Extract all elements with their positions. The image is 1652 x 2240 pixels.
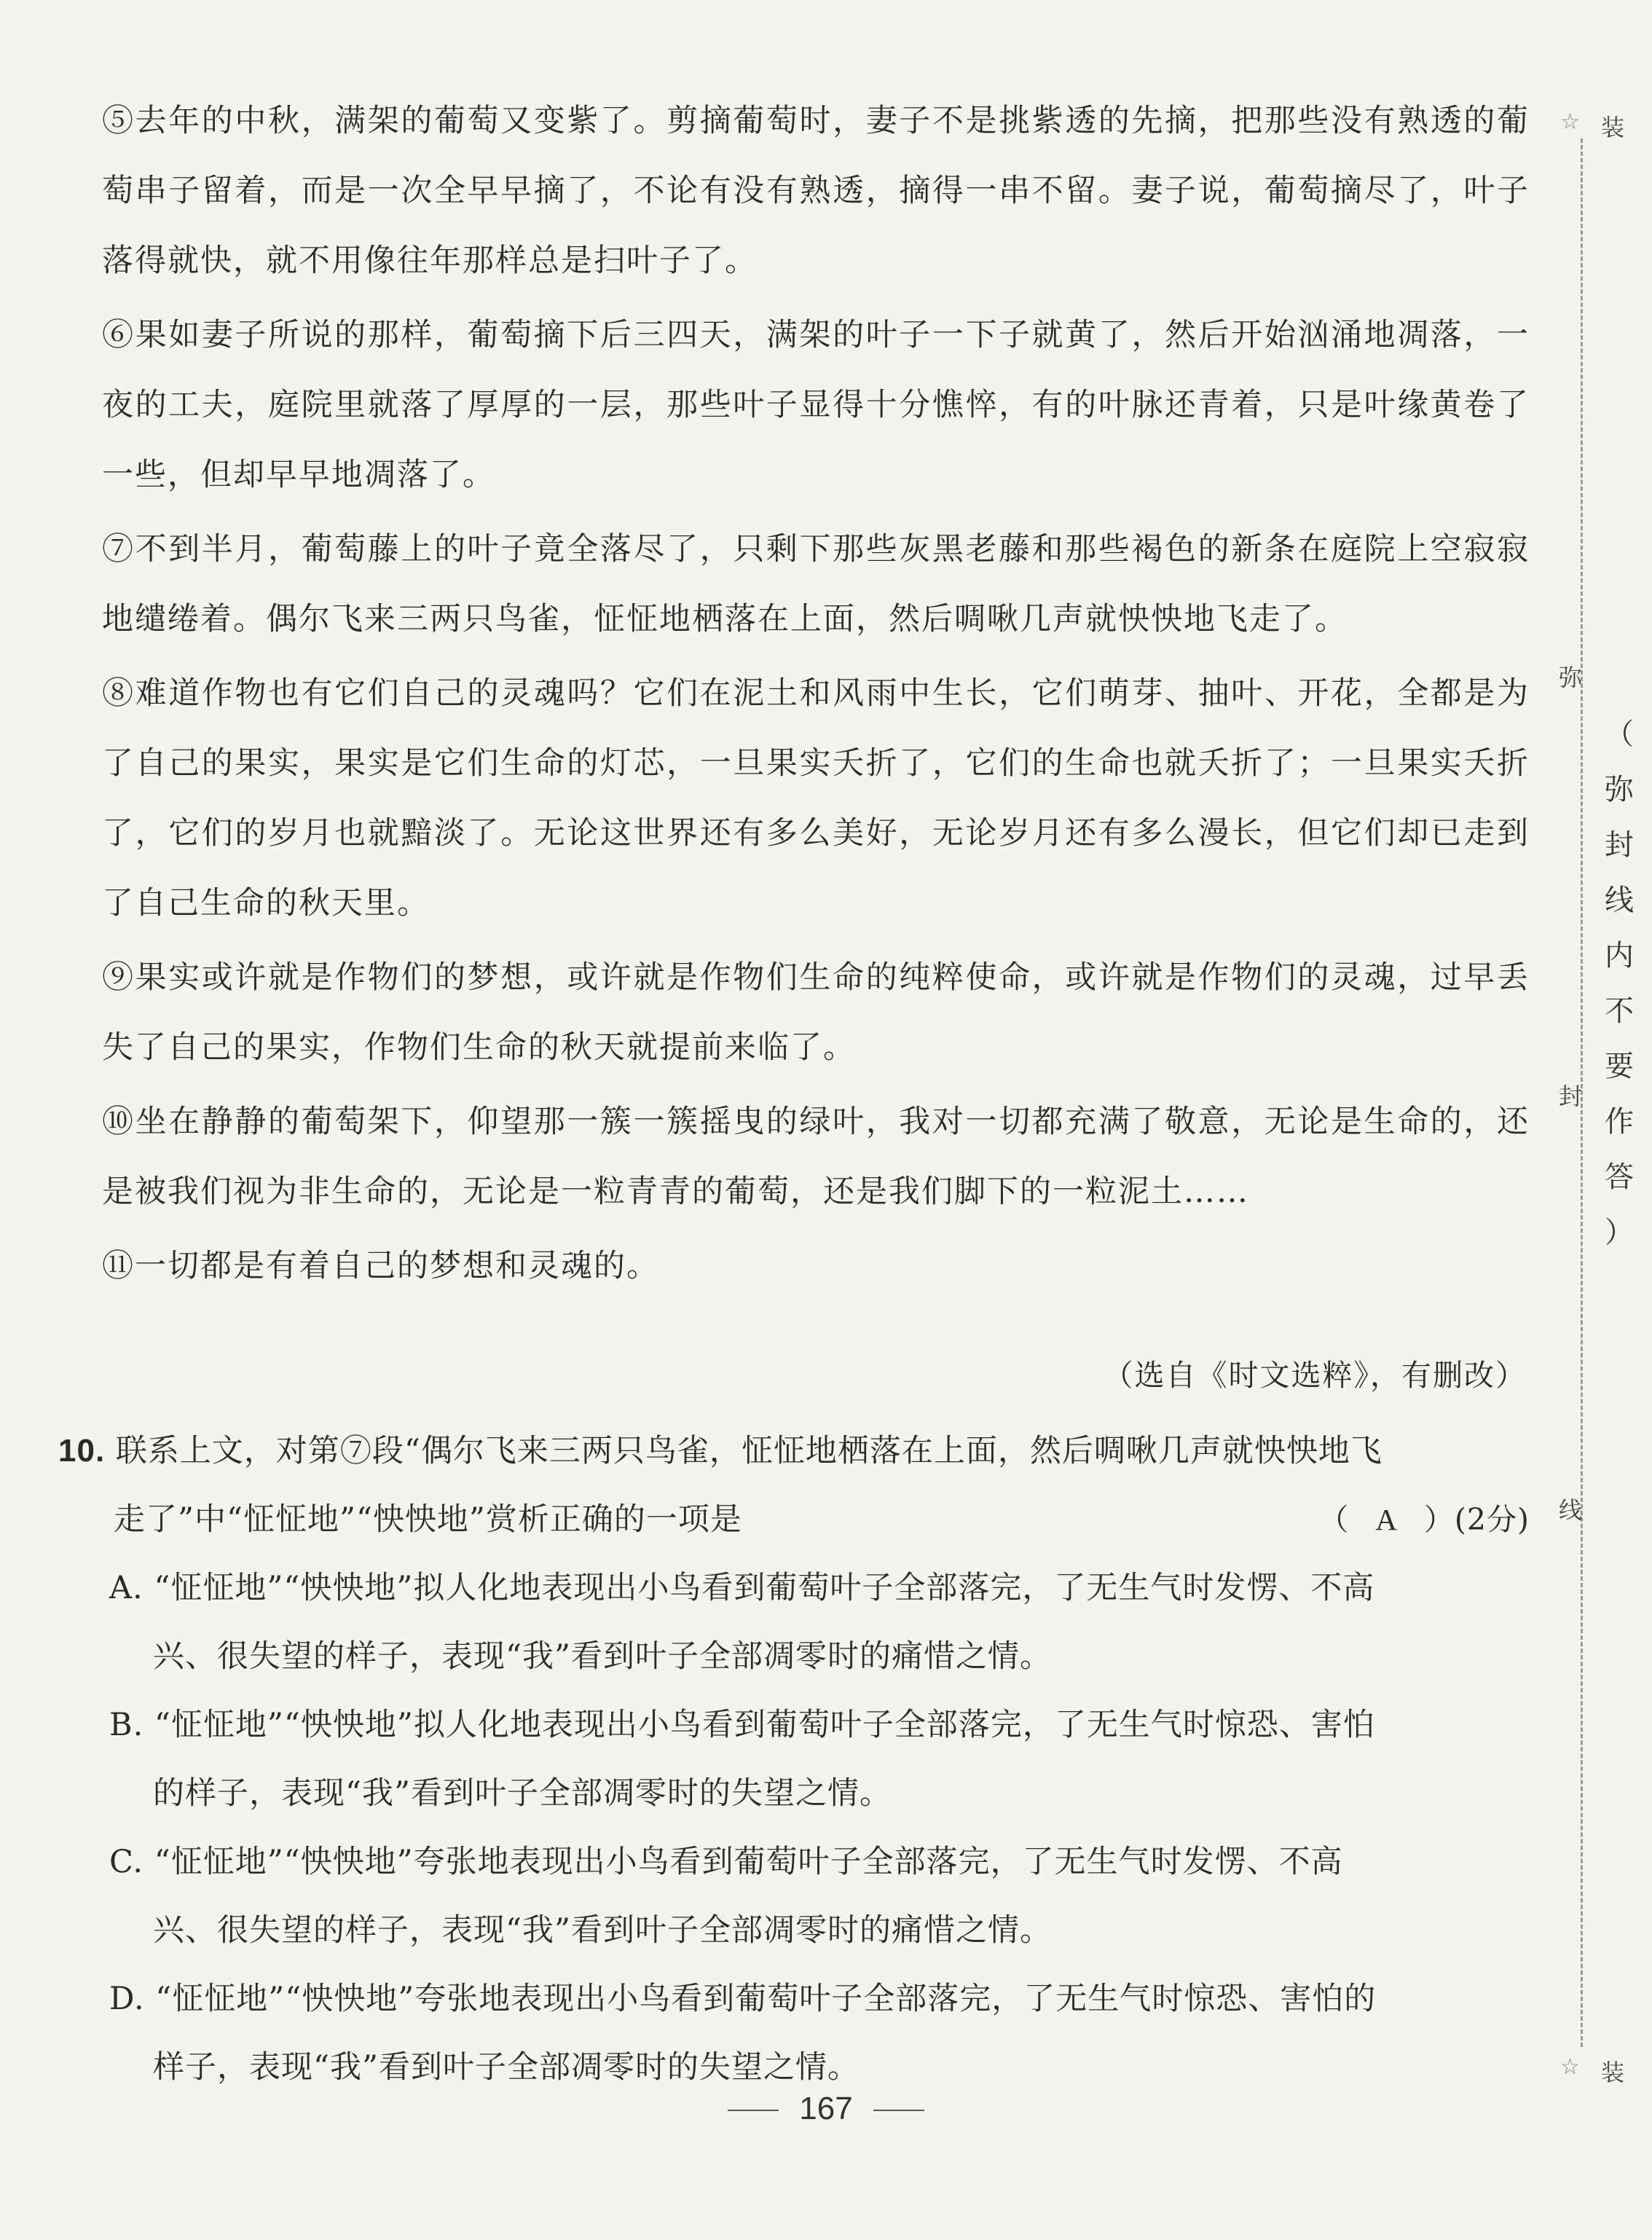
star-icon: ☆ xyxy=(1560,109,1580,135)
option-a xyxy=(58,1554,1530,1691)
binding-note-char: （ xyxy=(1605,718,1634,751)
binding-mark-mi: 弥 xyxy=(1559,664,1583,691)
binding-note-char: 弥 xyxy=(1605,773,1634,806)
binding-mark-top: 装 xyxy=(1601,114,1625,141)
option-c-line-2: 兴、很失望的样子，表现“我”看到叶子全部凋零时的痛惜之情。 xyxy=(153,1912,1052,1949)
answer-open: （ xyxy=(1318,1502,1350,1537)
binding-instruction xyxy=(1601,707,1637,1260)
option-a-line-1: A. “怔怔地”“怏怏地”拟人化地表现出小鸟看到葡萄叶子全部落完，了无生气时发愣、不高 xyxy=(109,1570,1375,1606)
question-stem-text-2: 走了”中“怔怔地”“怏怏地”赏析正确的一项是 xyxy=(114,1501,742,1538)
paragraph-5: ⑤去年的中秋，满架的葡萄又变紫了。剪摘葡萄时，妻子不是挑紫透的先摘，把那些没有熟透的葡萄串子留着，而是一次全早早摘了，不论有没有熟透，摘得一串不留。妻子说，葡萄摘尽了，叶子落得就快，就不用像往年那样总是扫叶子了。 xyxy=(102,103,1530,279)
option-d-line-2: 样子，表现“我”看到叶子全部凋零时的失望之情。 xyxy=(153,2049,860,2086)
paragraph-7: ⑦不到半月，葡萄藤上的叶子竟全落尽了，只剩下那些灰黑老藤和那些褐色的新条在庭院上空寂寂地缱绻着。偶尔飞来三两只鸟雀，怔怔地栖落在上面，然后啁啾几声就怏怏地飞走了。 xyxy=(102,531,1530,637)
paragraph-6: ⑥果如妻子所说的那样，葡萄摘下后三四天，满架的叶子一下子就黄了，然后开始汹涌地凋落，一夜的工夫，庭院里就落了厚厚的一层，那些叶子显得十分憔悴，有的叶脉还青着，只是叶缘黄卷了一些，但却早早地凋落了。 xyxy=(102,317,1530,493)
binding-note-char: 作 xyxy=(1605,1105,1634,1139)
option-b-line-1: B. “怔怔地”“怏怏地”拟人化地表现出小鸟看到葡萄叶子全部落完，了无生气时惊恐、害怕 xyxy=(109,1707,1375,1743)
binding-note-char: 答 xyxy=(1605,1160,1634,1194)
question-stem-line-2 xyxy=(58,1485,1530,1554)
answer-bracket xyxy=(1318,1485,1530,1554)
option-a-line-2: 兴、很失望的样子，表现“我”看到叶子全部凋零时的痛惜之情。 xyxy=(153,1638,1052,1675)
question-number: 10. xyxy=(58,1433,106,1469)
source-citation: （选自《时文选粹》，有删改） xyxy=(1103,1358,1527,1393)
option-d xyxy=(58,1965,1530,2102)
page-number-dash-right xyxy=(873,2110,924,2111)
page-number-text: 167 xyxy=(799,2091,853,2126)
page-number-dash-left xyxy=(728,2110,779,2111)
binding-note-char: 要 xyxy=(1605,1050,1634,1083)
binding-mark-xian: 线 xyxy=(1559,1496,1583,1524)
option-b xyxy=(58,1691,1530,1828)
binding-note-char: ） xyxy=(1605,1216,1634,1249)
paragraph-11: ⑪一切都是有着自己的梦想和灵魂的。 xyxy=(102,1248,659,1284)
paragraph-10: ⑩坐在静静的葡萄架下，仰望那一簇一簇摇曳的绿叶，我对一切都充满了敬意，无论是生命的，还是被我们视为非生命的，无论是一粒青青的葡萄，还是我们脚下的一粒泥土…… xyxy=(102,1104,1530,1210)
binding-note-char: 内 xyxy=(1605,939,1634,972)
binding-note-char: 封 xyxy=(1605,828,1634,862)
question-10 xyxy=(58,1417,1530,2102)
page-number xyxy=(0,2091,1652,2127)
option-d-line-1: D. “怔怔地”“怏怏地”夸张地表现出小鸟看到葡萄叶子全部落完，了无生气时惊恐、害怕的 xyxy=(109,1981,1377,2017)
binding-mark-feng: 封 xyxy=(1559,1082,1583,1110)
question-stem-line-1 xyxy=(58,1417,1530,1485)
option-c-line-1: C. “怔怔地”“怏怏地”夸张地表现出小鸟看到葡萄叶子全部落完，了无生气时发愣、不高 xyxy=(109,1844,1343,1880)
option-c xyxy=(58,1828,1530,1965)
binding-note-char: 不 xyxy=(1605,994,1634,1028)
option-b-line-2: 的样子，表现“我”看到叶子全部凋零时的失望之情。 xyxy=(153,1775,892,1812)
binding-mark-bottom: 装 xyxy=(1601,2059,1625,2086)
question-stem-text: 联系上文，对第⑦段“偶尔飞来三两只鸟雀，怔怔地栖落在上面，然后啁啾几声就怏怏地飞 xyxy=(115,1433,1382,1469)
essay-text xyxy=(102,86,1530,1305)
answer-choice: A xyxy=(1375,1503,1398,1536)
paragraph-9: ⑨果实或许就是作物们的梦想，或许就是作物们生命的纯粹使命，或许就是作物们的灵魂，过早丢失了自己的果实，作物们生命的秋天就提前来临了。 xyxy=(102,959,1530,1066)
answer-close: ）(2分) xyxy=(1423,1502,1530,1537)
star-icon: ☆ xyxy=(1560,2054,1580,2080)
paragraph-8: ⑧难道作物也有它们自己的灵魂吗？它们在泥土和风雨中生长，它们萌芽、抽叶、开花，全都是为了自己的果实，果实是它们生命的灯芯，一旦果实夭折了，它们的生命也就夭折了；一旦果实夭折了，它们的岁月也就黯淡了。无论这世界还有多么美好，无论岁月还有多么漫长，但它们却已走到了自己生命的秋天里。 xyxy=(102,675,1530,921)
binding-note-char: 线 xyxy=(1605,884,1634,917)
